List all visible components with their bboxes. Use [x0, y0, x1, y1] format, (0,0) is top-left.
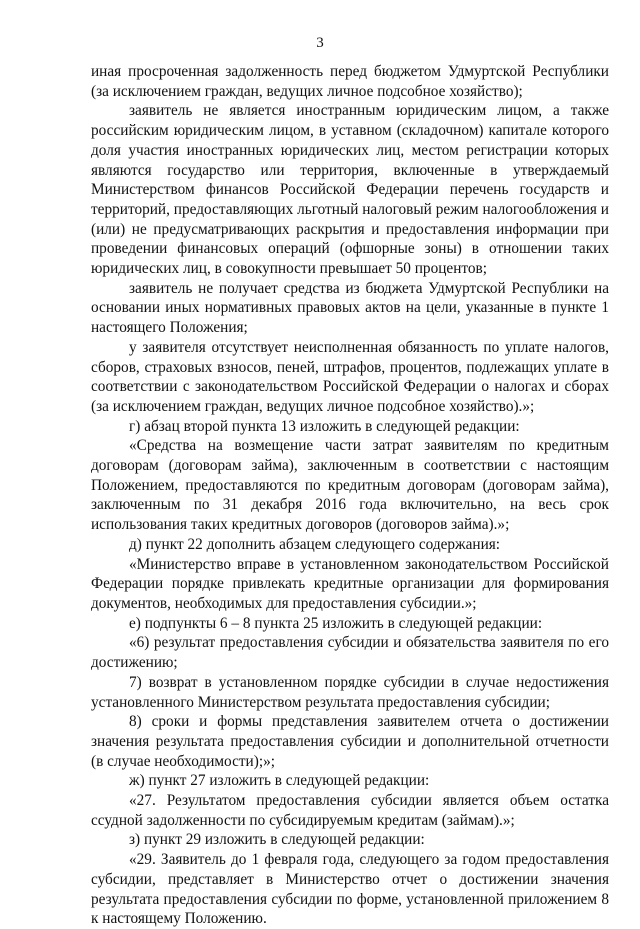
paragraph: заявитель не является иностранным юридическим лицом, а также российским юридическим лицом, в уставном (складочном) капитале которого доля участия иностранных юридических лиц, местом регистрации которых являются государство или территория, включенные в утверждаемый Министерством финансов Российской Федерации перечень государств и территорий, предоставляющих льготный налоговый режим налогообложения и (или) не предусматривающих раскрытия и предоставления информации при проведении финансовых операций (офшорные зоны) в отношении таких юридических лиц, в совокупности превышает 50 процентов; [91, 102, 609, 278]
paragraph: у заявителя отсутствует неисполненная обязанность по уплате налогов, сборов, страховых взносов, пеней, штрафов, процентов, подлежащих уплате в соответствии с законодательством Российской Федерации о налогах и сборах (за исключением граждан, ведущих личное подсобное хозяйство).»; [91, 338, 609, 415]
paragraph: 7) возврат в установленном порядке субсидии в случае недостижения установленного Министерством результата предоставления субсидии; [91, 673, 609, 711]
paragraph: ж) пункт 27 изложить в следующей редакции: [129, 772, 430, 790]
paragraph: з) пункт 29 изложить в следующей редакции: [129, 831, 425, 849]
paragraph: г) абзац второй пункта 13 изложить в следующей редакции: [129, 417, 520, 435]
document-body [91, 62, 609, 929]
paragraph: «27. Результатом предоставления субсидии является объем остатка ссудной задолженности по субсидируемым кредитам (займам).»; [91, 792, 609, 829]
paragraph: «6) результат предоставления субсидии и обязательства заявителя по его достижению; [91, 634, 609, 672]
paragraph: е) подпункты 6 – 8 пункта 25 изложить в следующей редакции: [129, 614, 543, 632]
paragraph: «29. Заявитель до 1 февраля года, следующего за годом предоставления субсидии, представляет в Министерство отчет о достижении значения результата предоставления субсидии по форме, установленной приложением 8 к настоящему Положению. [91, 851, 609, 928]
paragraph: 8) сроки и формы представления заявителем отчета о достижении значения результата предоставления субсидии и дополнительной отчетности (в случае необходимости);»; [91, 713, 609, 770]
paragraph: «Средства на возмещение части затрат заявителям по кредитным договорам (договорам займа), заключенным в соответствии с настоящим Положением, предоставляются по кредитным договорам (договорам займа), заключенным по 31 декабря 2016 года включительно, на весь срок использования таких кредитных договоров (договоров займа).»; [91, 437, 609, 534]
paragraph: заявитель не получает средства из бюджета Удмуртской Республики на основании иных нормативных правовых актов на цели, указанные в пункте 1 настоящего Положения; [91, 279, 609, 337]
paragraph: «Министерство вправе в установленном законодательством Российской Федерации порядке привлекать кредитные организации для формирования документов, необходимых для предоставления субсидии.»; [91, 555, 609, 612]
page-number: 3 [316, 35, 324, 51]
paragraph: д) пункт 22 дополнить абзацем следующего содержания: [129, 535, 501, 553]
paragraph: иная просроченная задолженность перед бюджетом Удмуртской Республики (за исключением граждан, ведущих личное подсобное хозяйство); [91, 63, 609, 100]
